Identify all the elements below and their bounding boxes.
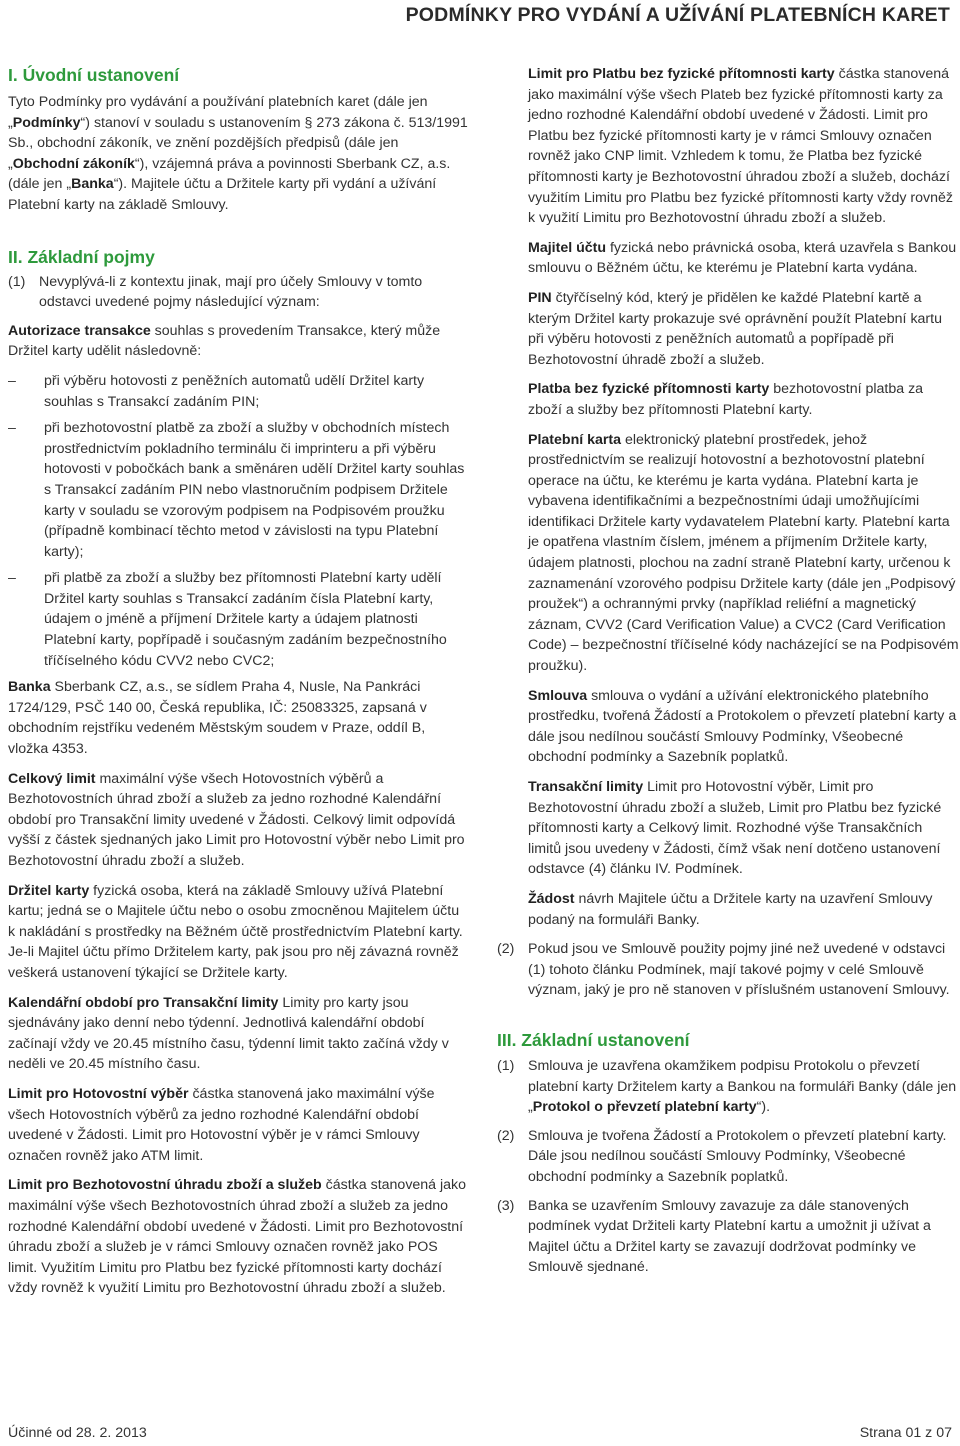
definition-term: Transakční limity	[528, 779, 644, 795]
definition-text: Limit pro Hotovostní výběr, Limit pro Bezhotovostní úhradu zboží a služeb, Limit pro Platbu bez fyzické přítomnosti karty a Celkový limit. Rozhodné výše Transakčních limitů jsou uvedeny v Žádosti, čímž však není dotčeno ustanovení odstavce (4) článku IV. Podmínek.	[528, 779, 942, 878]
page-footer	[8, 1425, 952, 1441]
definition-term: Kalendářní období pro Transakční limity	[8, 994, 279, 1011]
definition-term: Limit pro Platbu bez fyzické přítomnosti karty	[528, 66, 835, 82]
paragraph-text: Nevyplývá-li z kontextu jinak, mají pro účely Smlouvy v tomto odstavci uvedené pojmy následující význam:	[39, 273, 423, 311]
definition-text: Limity pro karty jsou sjednávány jako denní nebo týdenní. Jednotlivá kalendářní období začínají vždy ve 20.45 místního času, týdenní limit takto začíná vždy v neděli ve 20.45 místního času.	[8, 994, 449, 1073]
definition-text: bezhotovostní platba za zboží a služby bez přítomnosti Platební karty.	[528, 381, 924, 418]
definition-term: Limit pro Hotovostní výběr	[8, 1085, 189, 1102]
intro-text-a: Tyto Podmínky pro vydávání a používání platebních karet (dále jen „	[8, 94, 428, 131]
definition-banka	[8, 677, 468, 759]
definition-term: Banka	[8, 679, 51, 696]
dash-item-text: při platbě za zboží a služby bez přítomnosti Platební karty udělí Držitel karty souhlas s Transakcí zadáním čísla Platební karty, údajem o jméně a příjmení Držitele karty a údajem platnosti Platební karty, popřípadě i současným zadáním bezpečnostního tříčíselného kódu CVV2 nebo CVC2;	[44, 570, 447, 669]
paragraph-number: (2)	[497, 1127, 515, 1144]
definition-autorizace	[8, 321, 468, 362]
paragraph-number: (1)	[497, 1057, 515, 1074]
definition-smlouva	[528, 686, 959, 768]
numbered-paragraph	[497, 1196, 959, 1278]
definition-term: Platební karta	[528, 431, 622, 448]
definition-text: fyzická nebo právnická osoba, která uzavřela s Bankou smlouvu o Běžném účtu, ke kterému je Platební karta vydána.	[528, 239, 957, 277]
definition-pin	[528, 288, 959, 370]
dash-bullet: –	[8, 372, 16, 389]
definition-text: návrh Majitele účtu a Držitele karty na uzavření Smlouvy podaný na formuláři Banky.	[528, 890, 933, 928]
definition-term: Smlouva	[528, 687, 588, 704]
paragraph-text-b: “).	[756, 1099, 771, 1116]
definition-limit-hotovostni	[8, 1084, 468, 1166]
definition-term: PIN	[528, 289, 552, 306]
right-column	[497, 64, 959, 1286]
definition-platebni-karta	[528, 430, 959, 677]
right-definitions	[497, 64, 959, 930]
dash-list-item	[8, 568, 468, 671]
definition-zadost	[528, 889, 959, 930]
paragraph-number: (2)	[497, 941, 515, 958]
definition-text: elektronický platební prostředek, jehož prostřednictvím se realizují hotovostní a bezhotovostní platební operace na účtu, ke kterému je karta vydána. Platební karta je vybavena identifikačními a bezpečnostními údaji umožňujícími identifikaci Držitele karty vydavatelem Platební karty. Platební karta je opatřena vlastním číslem, jménem a příjmením Držitele karty, údajem platnosti, plochou na zadní straně Platební karty, určenou k zaznamenání vzorového podpisu Držitele karty (dále jen „Podpisový proužek“) a ochrannými prvky (například reliéfní a magnetický záznam, CVV2 (Card Verification Value) a CVC2 (Card Verification Code) – bezpečnostní tříčíselné kódy nacházející se na Podpisovém proužku).	[528, 431, 959, 675]
intro-term-podminky: Podmínky	[12, 114, 81, 131]
definition-majitel-uctu	[528, 238, 959, 279]
definition-text: částka stanovená jako maximální výše všech Bezhotovostních úhrad zboží a služeb za jedno rozhodné Kalendářní období uvedené v Žádosti. Limit pro Bezhotovostní úhradu zboží a služeb je v rámci Smlouvy označen rovněž jako POS limit. Využitím Limitu pro Platbu bez fyzické přítomnosti karty dochází vždy rovněž k využití Limitu pro Bezhotovostní úhradu zboží a služeb.	[8, 1177, 467, 1297]
dash-item-text: při výběru hotovosti z peněžních automatů udělí Držitel karty souhlas s Transakcí zadáním PIN;	[44, 372, 425, 410]
paragraph-text: Smlouva je tvořena Žádostí a Protokolem o převzetí platební karty. Dále jsou nedílnou součástí Smlouvy Podmínky, Všeobecné obchodní podmínky a Sazebník poplatků.	[528, 1127, 947, 1185]
paragraph-text-a: Smlouva je uzavřena okamžikem podpisu Protokolu o převzetí platební karty Držitelem karty a Bankou na formuláři Banky (dále jen „	[528, 1057, 957, 1116]
intro-paragraph	[8, 92, 468, 216]
dash-list-item	[8, 418, 468, 562]
numbered-paragraph	[497, 1126, 959, 1188]
intro-term-banka: Banka	[71, 176, 114, 193]
definition-text: fyzická osoba, která na základě Smlouvy užívá Platební kartu; jedná se o Majitele účtu nebo o osobu zmocněnou Majitelem účtu k nakládání s prostředky na Běžném účtě prostřednictvím Platební karty. Je-li Majitel účtu přímo Držitelem karty, pak jsou pro něj závazná rovněž veškerá ustanovení týkající se Držitele karty.	[8, 882, 463, 981]
numbered-paragraph	[497, 1056, 959, 1118]
section-3-title: III. Základní ustanovení	[497, 1029, 690, 1050]
intro-term-zakonik: Obchodní zákoník	[12, 155, 135, 172]
paragraph-text: Banka se uzavřením Smlouvy zavazuje za dále stanovených podmínek vydat Držiteli karty Platební kartu a umožnit ji užívat a Majitel účtu a Držitel karty se zavazují dodržovat podmínky ve Smlouvě sjednané.	[528, 1197, 931, 1276]
intro-text-b: “) stanoví v souladu s ustanovením § 273 zákona č. 513/1991 Sb., obchodní zákoník, ve znění pozdějších předpisů (dále jen „	[8, 114, 468, 172]
definition-term: Majitel účtu	[528, 239, 607, 256]
definition-text: smlouva o vydání a užívání elektronického platebního prostředku, tvořená Žádostí a Protokolem o převzetí platební karty a dále jsou nedílnou součástí Smlouvy Podmínky, Všeobecné obchodní podmínky a Sazebník poplatků.	[528, 687, 957, 766]
paragraph-text: Pokud jsou ve Smlouvě použity pojmy jiné než uvedené v odstavci (1) tohoto článku Podmínek, mají takové pojmy v celé Smlouvě význam, jaký je pro ně stanoven v příslušném ustanovení Smlouvy.	[528, 941, 950, 999]
definition-text: částka stanovená jako maximální výše všech Plateb bez fyzické přítomnosti karty za jedno rozhodné Kalendářní období uvedené v Žádosti. Limit pro Platbu bez fyzické přítomnosti karty je v rámci Smlouvy označen rovněž jako CNP limit. Vzhledem k tomu, že Platba bez fyzické přítomnosti karty je Bezhotovostní úhradou zboží a služeb, dochází využitím Limitu pro Platbu bez fyzické přítomnosti karty vždy rovněž k využití Limitu pro Bezhotovostní úhradu zboží a služeb.	[528, 66, 953, 227]
definition-celkovy-limit	[8, 769, 468, 872]
definition-text: částka stanovená jako maximální výše všech Hotovostních výběrů za jedno rozhodné Kalendářní období uvedené v Žádosti. Limit pro Hotovostní výběr je v rámci Smlouvy označen rovněž jako ATM limit.	[8, 1085, 435, 1164]
definition-term: Celkový limit	[8, 770, 96, 787]
definition-transakcni-limity	[528, 777, 959, 880]
definition-text: Sberbank CZ, a.s., se sídlem Praha 4, Nusle, Na Pankráci 1724/129, PSČ 140 00, Česká republika, IČ: 25083325, zapsaná v obchodním rejstříku vedeném Městským soudem v Praze, oddíl B, vložka 4353.	[8, 679, 427, 758]
dash-bullet: –	[8, 570, 16, 587]
paragraph-text	[528, 1056, 959, 1118]
page-number: Strana 01 z 07	[859, 1425, 952, 1441]
definition-limit-cnp	[528, 64, 959, 229]
definition-text: čtyřčíselný kód, který je přidělen ke každé Platební kartě a kterým Držitel karty prokazuje své oprávnění použít Platební kartu při výběru hotovosti z peněžních automatů a popřípadě při Bezhotovostní úhradě zboží a služeb.	[528, 289, 942, 368]
numbered-paragraph	[497, 939, 959, 1001]
dash-bullet: –	[8, 420, 16, 437]
section-2-title: II. Základní pojmy	[8, 246, 155, 267]
intro-text-c: “), vzájemná práva a povinnosti Sberbank CZ, a.s. (dále jen „	[8, 155, 451, 193]
definition-term: Platba bez fyzické přítomnosti karty	[528, 381, 770, 398]
document-title: PODMÍNKY PRO VYDÁNÍ A UŽÍVÁNÍ PLATEBNÍCH KARET	[405, 4, 950, 26]
dash-item-text: při bezhotovostní platbě za zboží a služby v obchodních místech prostřednictvím pokladního terminálu či imprinteru a při výběru hotovosti v pobočkách bank a směnáren udělí Držitel karty souhlas s Transakcí zadáním PIN nebo vlastnoručním podpisem Držitele karty v souladu se vzorovým podpisem na Podpisovém proužku (případně kombinací těchto metod v závislosti na typu Platební karty);	[44, 420, 465, 560]
definition-term: Držitel karty	[8, 882, 90, 899]
definition-kalendarni-obdobi	[8, 993, 468, 1075]
section-1-title: I. Úvodní ustanovení	[8, 65, 180, 85]
dash-list-item	[8, 371, 468, 412]
effective-date: Účinné od 28. 2. 2013	[8, 1425, 147, 1441]
definition-limit-bezhotovostni	[8, 1175, 468, 1299]
intro-text-d: “). Majitele účtu a Držitele karty při vydání a užívání Platební karty na základě Smlouvy.	[8, 176, 437, 213]
definition-platba-bez-karty	[528, 379, 959, 420]
definition-term: Autorizace transakce	[8, 322, 151, 339]
numbered-paragraph	[8, 272, 468, 313]
definition-text: maximální výše všech Hotovostních výběrů a Bezhotovostních úhrad zboží a služeb za jedno rozhodné Kalendářní období pro Transakční limity uvedené v Žádosti. Celkový limit odpovídá vyšší z částek sjednaných jako Limit pro Hotovostní výběr nebo Limit pro Bezhotovostní úhradu zboží a služeb.	[8, 770, 465, 869]
definition-text: souhlas s provedením Transakce, který může Držitel karty udělit následovně:	[8, 322, 441, 360]
paragraph-number: (3)	[497, 1197, 515, 1214]
paragraph-term: Protokol o převzetí platební karty	[532, 1099, 757, 1116]
paragraph-number: (1)	[8, 273, 26, 290]
definition-term: Žádost	[528, 890, 575, 907]
definition-drzitel-karty	[8, 881, 468, 984]
left-column	[8, 64, 468, 1308]
definition-term: Limit pro Bezhotovostní úhradu zboží a služeb	[8, 1177, 322, 1194]
